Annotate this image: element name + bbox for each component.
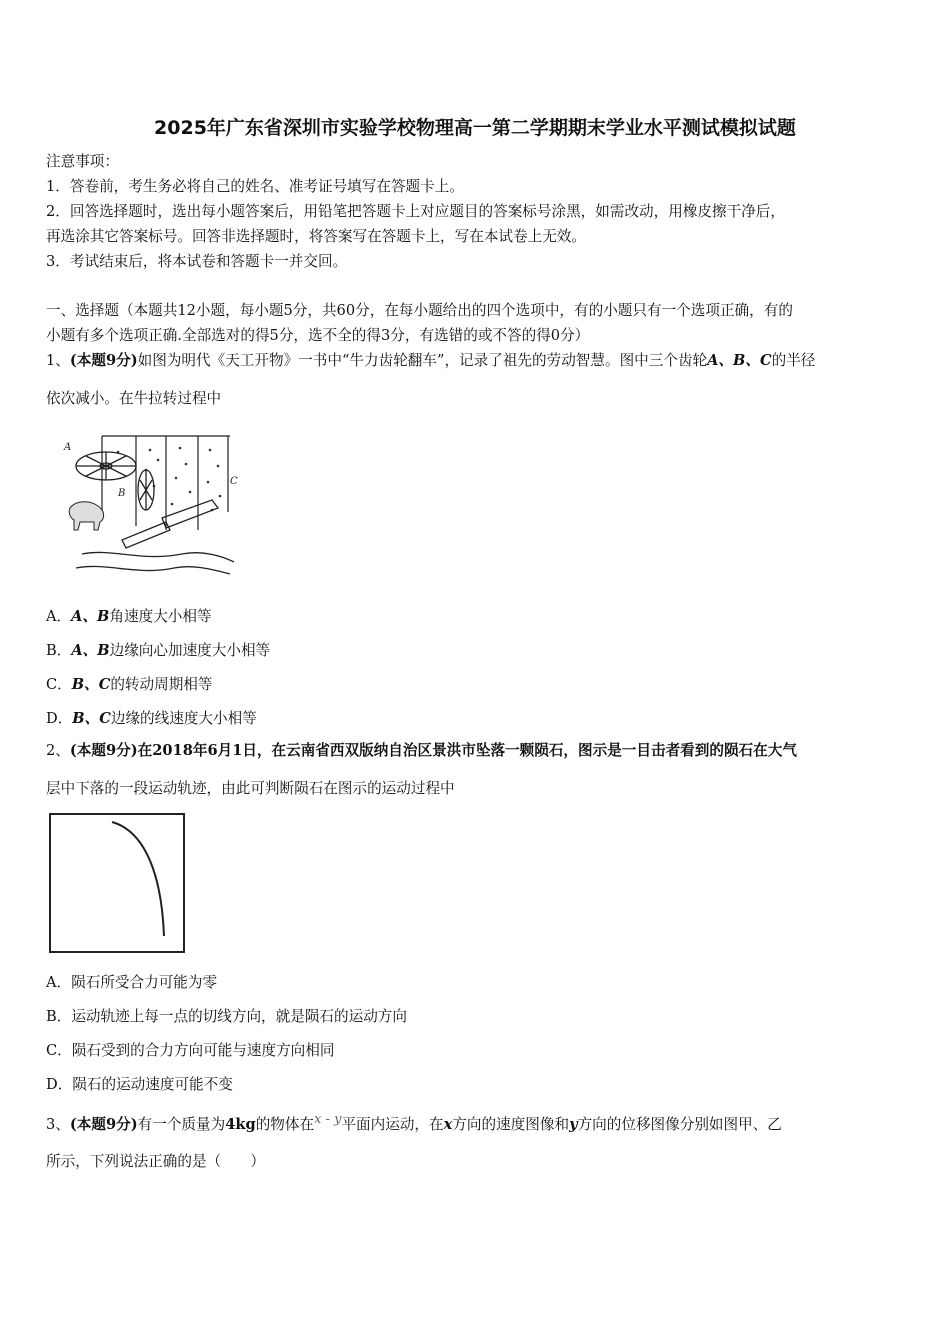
question-text: 平面内运动，在 bbox=[341, 1116, 444, 1133]
question-2-stem bbox=[46, 741, 797, 761]
option-b[interactable] bbox=[46, 639, 270, 660]
option-label: B． bbox=[46, 642, 72, 659]
gear-label-c: C bbox=[230, 476, 238, 487]
option-label: C． bbox=[46, 676, 72, 693]
option-d[interactable] bbox=[46, 707, 257, 728]
option-text: 的转动周期相等 bbox=[110, 676, 213, 693]
gear-label-b: B bbox=[118, 488, 126, 499]
option-label: D． bbox=[46, 710, 73, 727]
question-text: 方向的速度图像和 bbox=[452, 1116, 570, 1133]
axis-x: x bbox=[443, 1116, 453, 1133]
option-text: 边缘向心加速度大小相等 bbox=[109, 642, 271, 659]
question-3-stem-line2: 所示，下列说法正确的是（ ） bbox=[46, 1153, 265, 1170]
section-intro: 小题有多个选项正确.全部选对的得5分，选不全的得3分，有选错的或不答的得0分） bbox=[46, 327, 590, 344]
notice-item: 1．答卷前，考生务必将自己的姓名、准考证号填写在答题卡上。 bbox=[46, 178, 464, 195]
mass-value: 4kg bbox=[225, 1116, 256, 1133]
question-text: 方向的位移图像分别如图甲、乙 bbox=[577, 1116, 782, 1133]
option-a[interactable] bbox=[46, 971, 217, 992]
question-1-stem-line2: 依次减小。在牛拉转过程中 bbox=[46, 390, 222, 407]
gear-letters: A、B、C bbox=[707, 352, 772, 369]
question-2-stem-line2: 层中下落的一段运动轨迹，由此可判断陨石在图示的运动过程中 bbox=[46, 780, 455, 797]
question-score: (本题9分) bbox=[69, 352, 138, 369]
question-score: (本题9分) bbox=[69, 1116, 138, 1133]
gear-waterwheel-figure bbox=[62, 430, 238, 580]
notice-item: 2．回答选择题时，选出每小题答案后，用铅笔把答题卡上对应题目的答案标号涂黑，如需改动，用橡皮擦干净后， bbox=[46, 203, 785, 220]
axis-y: y bbox=[569, 1116, 578, 1133]
page-title: 2025年广东省深圳市实验学校物理高一第二学期期末学业水平测试模拟试题 bbox=[154, 117, 796, 139]
question-text: 有一个质量为 bbox=[137, 1116, 226, 1133]
question-text: 的半径 bbox=[771, 352, 816, 369]
option-letters: A、B bbox=[71, 642, 110, 659]
option-label: A． bbox=[46, 608, 72, 625]
option-text: 陨石所受合力可能为零 bbox=[71, 974, 218, 991]
option-text: 陨石受到的合力方向可能与速度方向相同 bbox=[71, 1042, 335, 1059]
option-text: 角速度大小相等 bbox=[109, 608, 212, 625]
question-number: 1、 bbox=[46, 352, 70, 369]
question-text: 的物体在 bbox=[255, 1116, 315, 1133]
question-text: 在2018年6月1日，在云南省西双版纳自治区景洪市坠落一颗陨石，图示是一目击者看到的陨石在大气 bbox=[137, 742, 797, 759]
notice-item: 3．考试结束后，将本试卷和答题卡一并交回。 bbox=[46, 253, 348, 270]
option-letters: B、C bbox=[71, 676, 111, 693]
notice-heading: 注意事项： bbox=[46, 153, 119, 170]
meteor-trajectory-figure bbox=[48, 812, 188, 954]
option-text: 运动轨迹上每一点的切线方向，就是陨石的运动方向 bbox=[71, 1008, 407, 1025]
option-label: D． bbox=[46, 1076, 73, 1093]
option-c[interactable] bbox=[46, 1039, 334, 1060]
option-letters: A、B bbox=[71, 608, 110, 625]
option-b[interactable] bbox=[46, 1005, 407, 1026]
option-text: 边缘的线速度大小相等 bbox=[110, 710, 257, 727]
question-3-stem bbox=[46, 1112, 782, 1136]
question-score: (本题9分) bbox=[69, 742, 138, 759]
option-label: B． bbox=[46, 1008, 72, 1025]
option-c[interactable] bbox=[46, 673, 212, 694]
gear-label-a: A bbox=[64, 442, 72, 453]
question-text: 如图为明代《天工开物》一书中“牛力齿轮翻车”，记录了祖先的劳动智慧。图中三个齿轮 bbox=[137, 352, 708, 369]
notice-item: 再选涂其它答案标号。回答非选择题时，将答案写在答题卡上，写在本试卷上无效。 bbox=[46, 228, 586, 245]
question-number: 2、 bbox=[46, 742, 70, 759]
option-a[interactable] bbox=[46, 605, 212, 626]
question-number: 3、 bbox=[46, 1116, 70, 1133]
option-d[interactable] bbox=[46, 1073, 233, 1094]
option-label: A． bbox=[46, 974, 72, 991]
section-intro: 一、选择题（本题共12小题，每小题5分，共60分，在每小题给出的四个选项中，有的小题只有一个选项正确，有的 bbox=[46, 302, 793, 319]
option-label: C． bbox=[46, 1042, 72, 1059]
option-letters: B、C bbox=[72, 710, 111, 727]
question-1-stem bbox=[46, 351, 815, 371]
option-text: 陨石的运动速度可能不变 bbox=[72, 1076, 233, 1093]
plane-label: x - y bbox=[314, 1112, 342, 1127]
